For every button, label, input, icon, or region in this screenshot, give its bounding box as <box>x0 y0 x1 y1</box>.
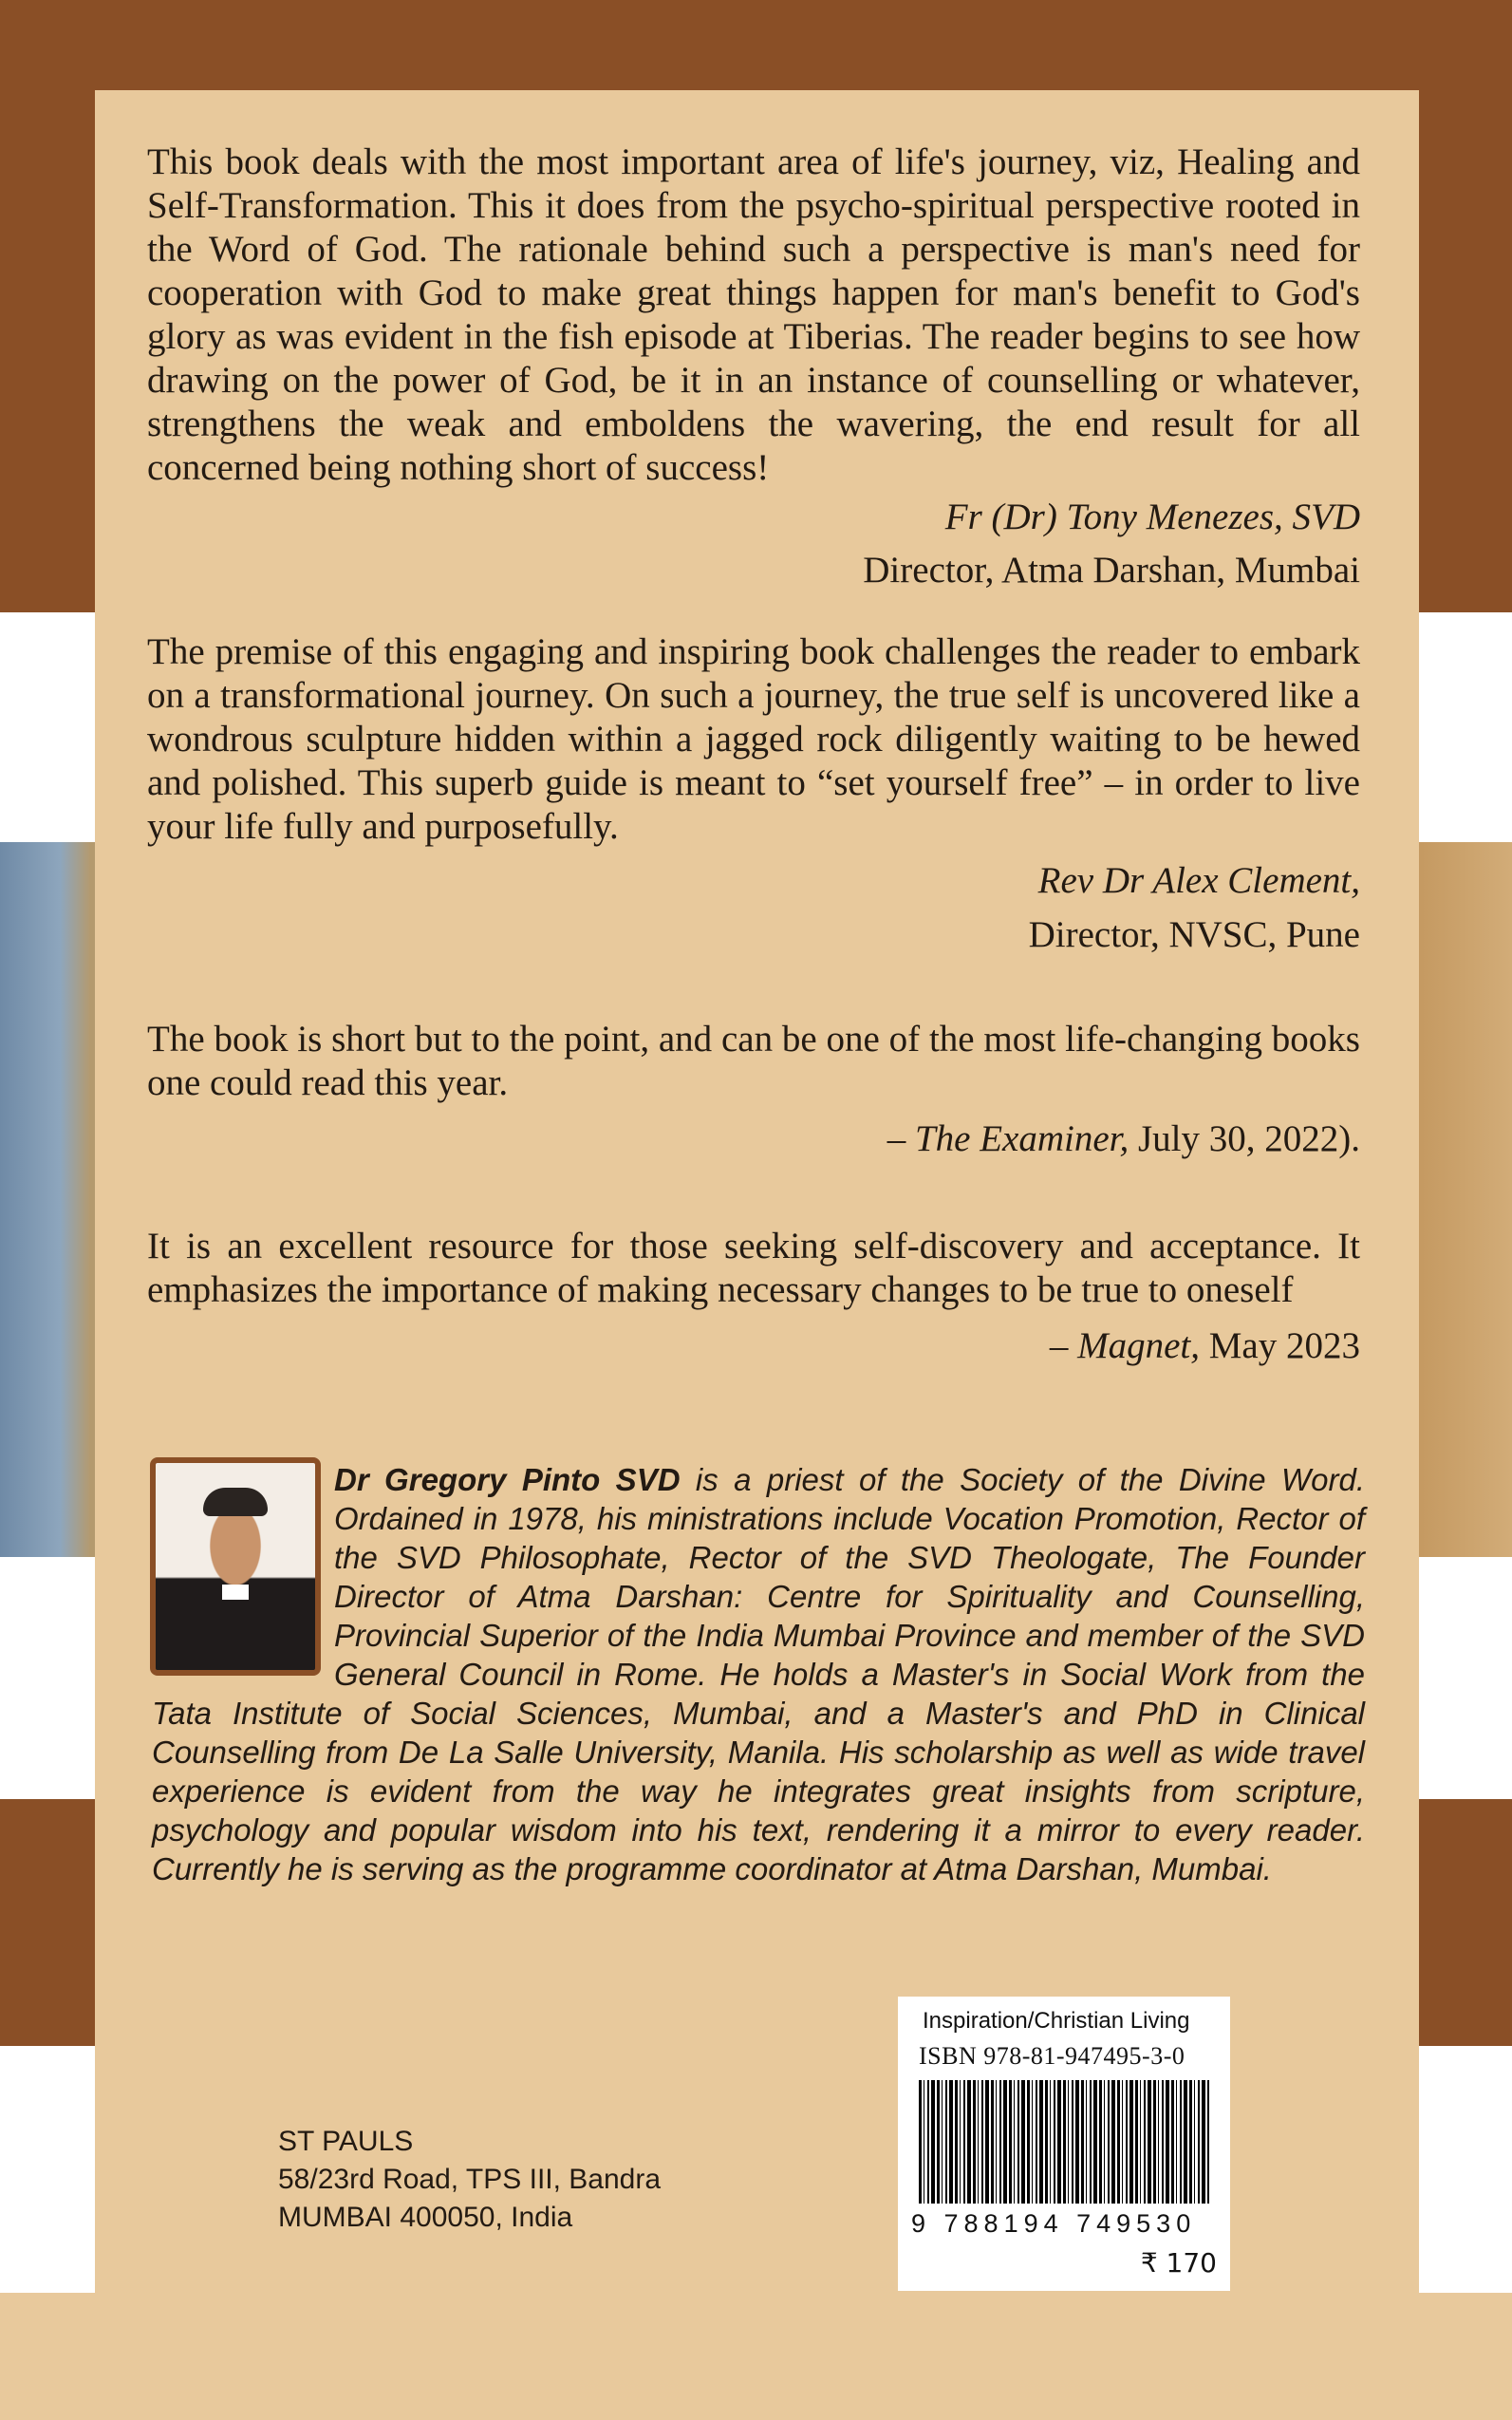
author-name: Dr Gregory Pinto SVD <box>334 1462 681 1497</box>
endorsement-role: Director, NVSC, Pune <box>1028 914 1360 955</box>
publisher-address-line2: MUMBAI 400050, India <box>278 2202 573 2233</box>
endorsement-text: This book deals with the most important area of life's journey, viz, Healing and Self-Transformation. This it does from the psycho-spiritual perspective rooted in the Word of God. The rationale behind such a perspective is man's need for cooperation with God to make great things happen for man's benefit to God's glory as was evident in the fish episode at Tiberias. The reader begins to see how drawing on the power of God, be it in an instance of counselling or whatever, strengthens the weak and emboldens the wavering, the end result for all concerned being nothing short of success! <box>147 141 1360 488</box>
isbn-label: ISBN 978-81-947495-3-0 <box>919 2042 1185 2070</box>
review-date: July 30, 2022). <box>1129 1118 1360 1159</box>
endorsement-author: Rev Dr Alex Clement, <box>1037 860 1360 901</box>
barcode-box <box>898 1997 1230 2291</box>
background-band-tan-bottom <box>0 2293 1512 2420</box>
publisher-block <box>278 2123 661 2237</box>
review-text: It is an excellent resource for those seeking self-discovery and acceptance. It emphasizes the importance of making necessary changes to be true to oneself <box>147 1226 1360 1310</box>
review-dash: – <box>1049 1325 1078 1366</box>
review-publication: The Examiner, <box>914 1118 1129 1159</box>
review-publication: Magnet, <box>1077 1325 1200 1366</box>
author-bio <box>152 1460 1365 1888</box>
price-label: ₹ 170 <box>1140 2247 1217 2279</box>
review-source <box>1050 1324 1360 1368</box>
publisher-name: ST PAULS <box>278 2126 414 2157</box>
review-source <box>887 1117 1360 1161</box>
review-date: May 2023 <box>1200 1325 1360 1366</box>
author-photo-space <box>152 1460 334 1669</box>
endorsement-text: The premise of this engaging and inspiring book challenges the reader to embark on a transformational journey. On such a journey, the true self is uncovered like a wondrous sculpture hidden within a jagged rock diligently waiting to be hewed and polished. This superb guide is meant to “set yourself free” – in order to live your life fully and purposefully. <box>147 631 1360 847</box>
publisher-address-line1: 58/23rd Road, TPS III, Bandra <box>278 2164 662 2195</box>
barcode-number: 9 788194 749530 <box>911 2209 1197 2238</box>
endorsement-role: Director, Atma Darshan, Mumbai <box>863 550 1360 591</box>
book-category: Inspiration/Christian Living <box>923 2008 1190 2034</box>
barcode-icon <box>919 2080 1209 2204</box>
endorsement-author: Fr (Dr) Tony Menezes, SVD <box>944 497 1360 537</box>
review-text: The book is short but to the point, and can be one of the most life-changing books one could read this year. <box>147 1019 1360 1103</box>
review-dash: – <box>887 1118 915 1159</box>
author-bio-text: is a priest of the Society of the Divine Word. Ordained in 1978, his ministrations include Vocation Promotion, Rector of the SVD Philosophate, Rector of the SVD Theologate, The Founder Director of Atma Darshan: Centre for Spirituality and Counselling, Provincial Superior of the India Mumbai Province and member of the SVD General Council in Rome. He holds a Master's in Social Work from the Tata Institute of Social Sciences, Mumbai, and a Master's and PhD in Clinical Counselling from De La Salle University, Manila. His scholarship as well as wide travel experience is evident from the way he integrates great insights from scripture, psychology and popular wisdom into his text, rendering it a mirror to every reader. Currently he is serving as the programme coordinator at Atma Darshan, Mumbai. <box>152 1462 1365 1886</box>
